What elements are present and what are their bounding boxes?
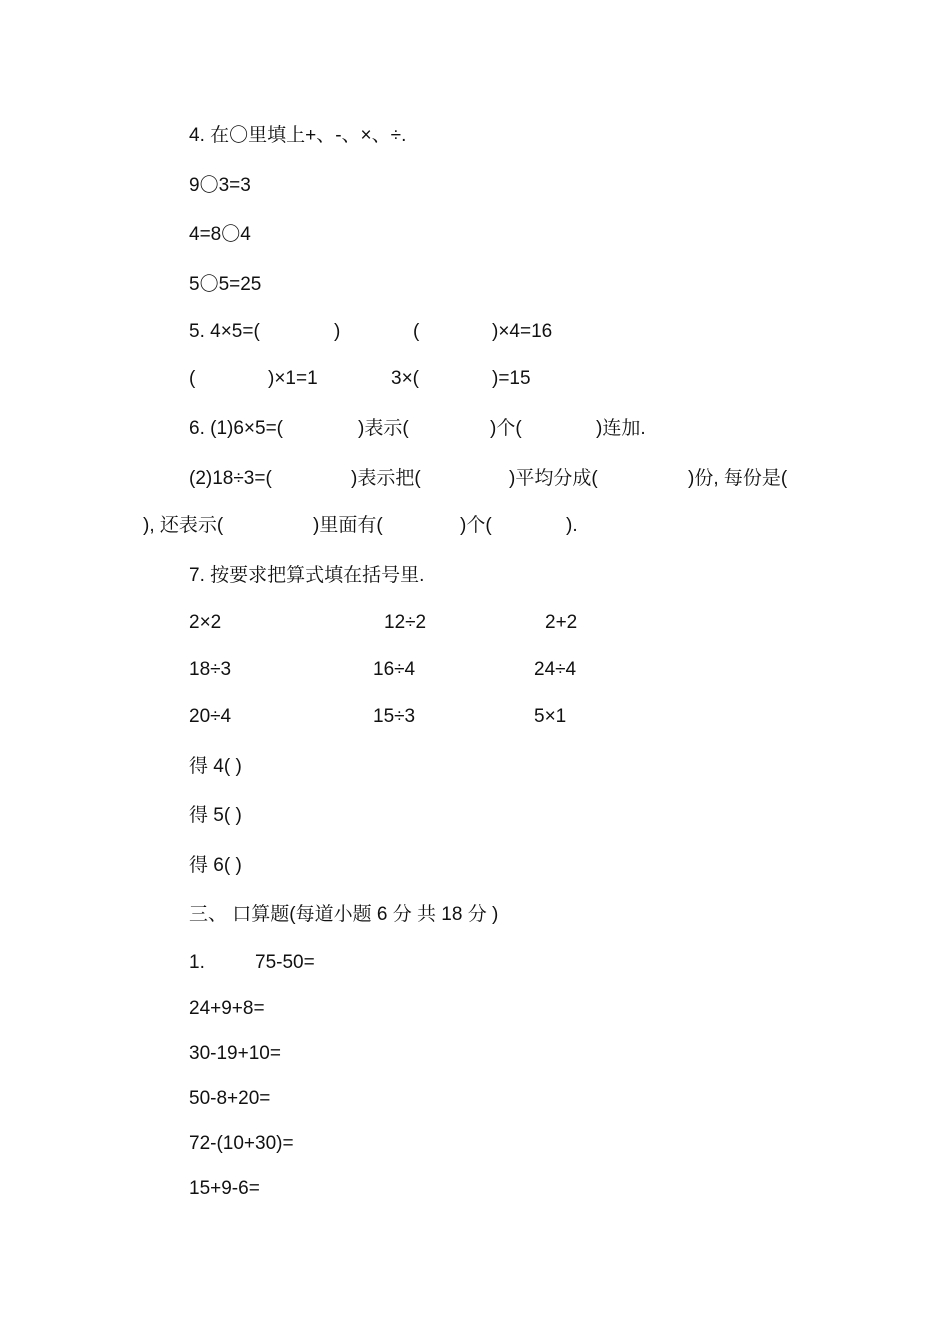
q5-row1-part3: ( xyxy=(413,321,420,342)
item-number: 1. xyxy=(189,952,205,973)
q5-row2-part3: 3×( xyxy=(391,368,419,389)
q6-row2-part2: )表示把( xyxy=(351,468,421,489)
item-expression: 75-50= xyxy=(255,952,315,973)
q4-title: 4. 在〇里填上+、-、×、÷. xyxy=(189,125,407,146)
q6-row1-part2: )表示( xyxy=(358,418,409,439)
q5-row1-part1: 5. 4×5=( xyxy=(189,321,260,342)
section-3-heading: 三、 口算题(每道小题 6 分 共 18 分 ) xyxy=(189,904,499,925)
q6-row1-part4: )连加. xyxy=(596,418,646,439)
section-3-item: 24+9+8= xyxy=(189,998,265,1019)
q4-line-3: 5〇5=25 xyxy=(189,274,262,295)
q5-row2-part2: )×1=1 xyxy=(268,368,318,389)
q7-answer-5: 得 5( ) xyxy=(189,805,242,826)
q7-expression: 2+2 xyxy=(545,612,578,633)
q7-answer-4: 得 4( ) xyxy=(189,756,242,777)
q6-row1-part3: )个( xyxy=(490,418,522,439)
section-3-item: 50-8+20= xyxy=(189,1088,271,1109)
q7-expression: 12÷2 xyxy=(384,612,427,633)
q4-line-2: 4=8〇4 xyxy=(189,224,251,245)
q5-row1-part4: )×4=16 xyxy=(492,321,553,342)
q7-expression: 5×1 xyxy=(534,706,567,727)
q6-row3-part4: ). xyxy=(566,515,578,536)
q7-expression: 18÷3 xyxy=(189,659,232,680)
q6-row1-part1: 6. (1)6×5=( xyxy=(189,418,283,439)
q7-expression: 2×2 xyxy=(189,612,222,633)
section-3-item-1 xyxy=(0,951,950,1023)
section-3-item: 15+9-6= xyxy=(189,1178,260,1199)
q6-row2-part1: (2)18÷3=( xyxy=(189,468,272,489)
q7-answer-6: 得 6( ) xyxy=(189,855,242,876)
q6-row2-part3: )平均分成( xyxy=(509,468,598,489)
q7-grid-row-3 xyxy=(0,705,950,801)
q6-row2-part4: )份, 每份是( xyxy=(688,468,788,489)
q7-expression: 24÷4 xyxy=(534,659,577,680)
q7-title: 7. 按要求把算式填在括号里. xyxy=(189,565,425,586)
q7-expression: 16÷4 xyxy=(373,659,416,680)
q5-row2-part4: )=15 xyxy=(492,368,531,389)
q7-expression: 20÷4 xyxy=(189,706,232,727)
q6-row3-part3: )个( xyxy=(460,515,492,536)
q6-row3-part1: ), 还表示( xyxy=(143,515,224,536)
section-3-item: 72-(10+30)= xyxy=(189,1133,294,1154)
q7-expression: 15÷3 xyxy=(373,706,416,727)
q4-line-1: 9〇3=3 xyxy=(189,175,251,196)
section-3-item: 30-19+10= xyxy=(189,1043,281,1064)
q5-row1-part2: ) xyxy=(334,321,341,342)
q6-row3-part2: )里面有( xyxy=(313,515,383,536)
q5-row2-part1: ( xyxy=(189,368,196,389)
